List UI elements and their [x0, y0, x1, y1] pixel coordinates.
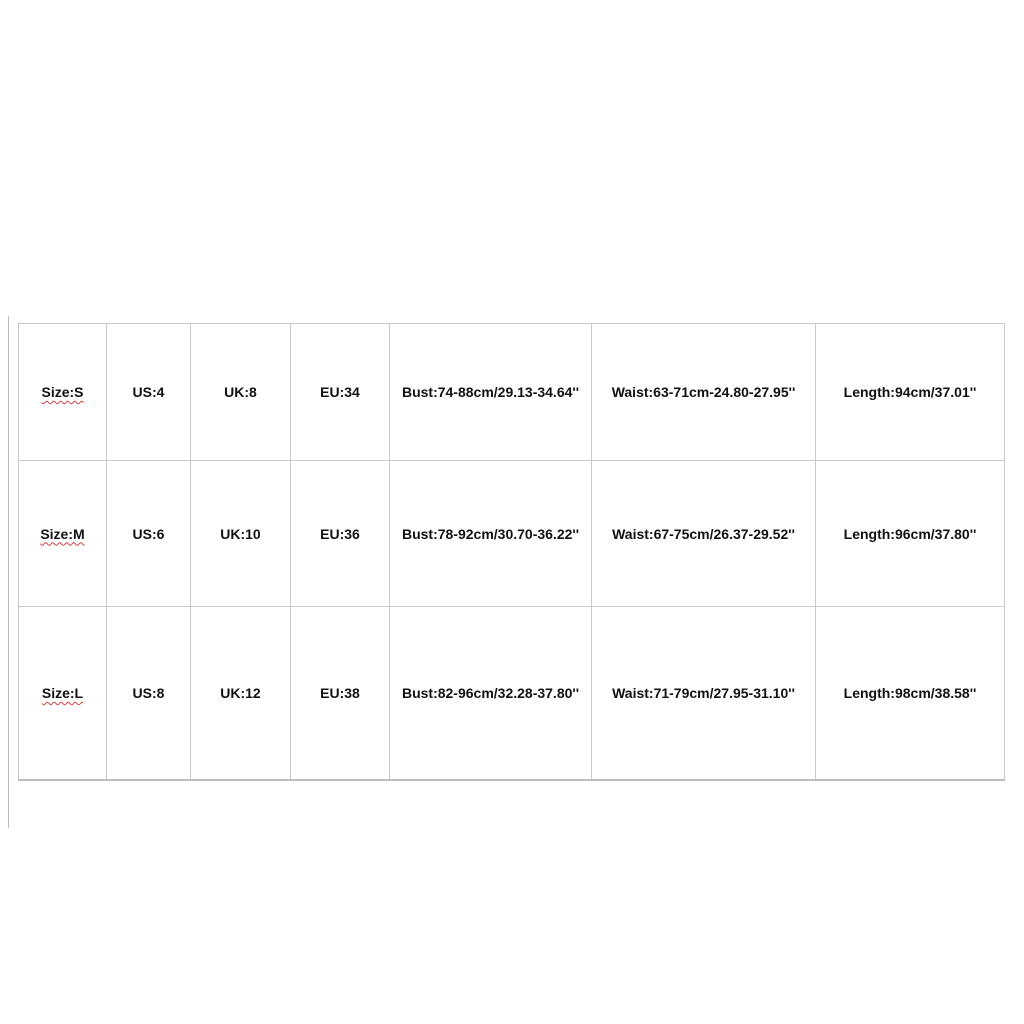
cell-bust: Bust:74-88cm/29.13-34.64'' [390, 324, 592, 461]
cell-size [19, 324, 107, 461]
cell-size [19, 607, 107, 781]
size-label: Size:M [40, 525, 85, 542]
left-divider-line [8, 316, 9, 828]
cell-uk-size: UK:8 [191, 324, 291, 461]
table-row-size-m [19, 461, 1005, 607]
cell-length: Length:96cm/37.80'' [816, 461, 1005, 607]
cell-eu-size: EU:38 [291, 607, 390, 781]
size-chart-table [18, 323, 1005, 781]
cell-eu-size: EU:34 [291, 324, 390, 461]
table-row-size-l [19, 607, 1005, 781]
cell-bust: Bust:78-92cm/30.70-36.22'' [390, 461, 592, 607]
cell-bust: Bust:82-96cm/32.28-37.80'' [390, 607, 592, 781]
cell-length: Length:94cm/37.01'' [816, 324, 1005, 461]
cell-eu-size: EU:36 [291, 461, 390, 607]
cell-uk-size: UK:12 [191, 607, 291, 781]
cell-us-size: US:6 [107, 461, 191, 607]
size-label: Size:L [41, 685, 84, 701]
cell-length: Length:98cm/38.58'' [816, 607, 1005, 781]
cell-waist: Waist:71-79cm/27.95-31.10'' [592, 607, 816, 781]
table-row-size-s [19, 324, 1005, 461]
cell-us-size: US:4 [107, 324, 191, 461]
cell-waist: Waist:67-75cm/26.37-29.52'' [592, 461, 816, 607]
cell-us-size: US:8 [107, 607, 191, 781]
cell-waist: Waist:63-71cm-24.80-27.95'' [592, 324, 816, 461]
size-label: Size:S [41, 384, 84, 400]
cell-uk-size: UK:10 [191, 461, 291, 607]
cell-size [19, 461, 107, 607]
